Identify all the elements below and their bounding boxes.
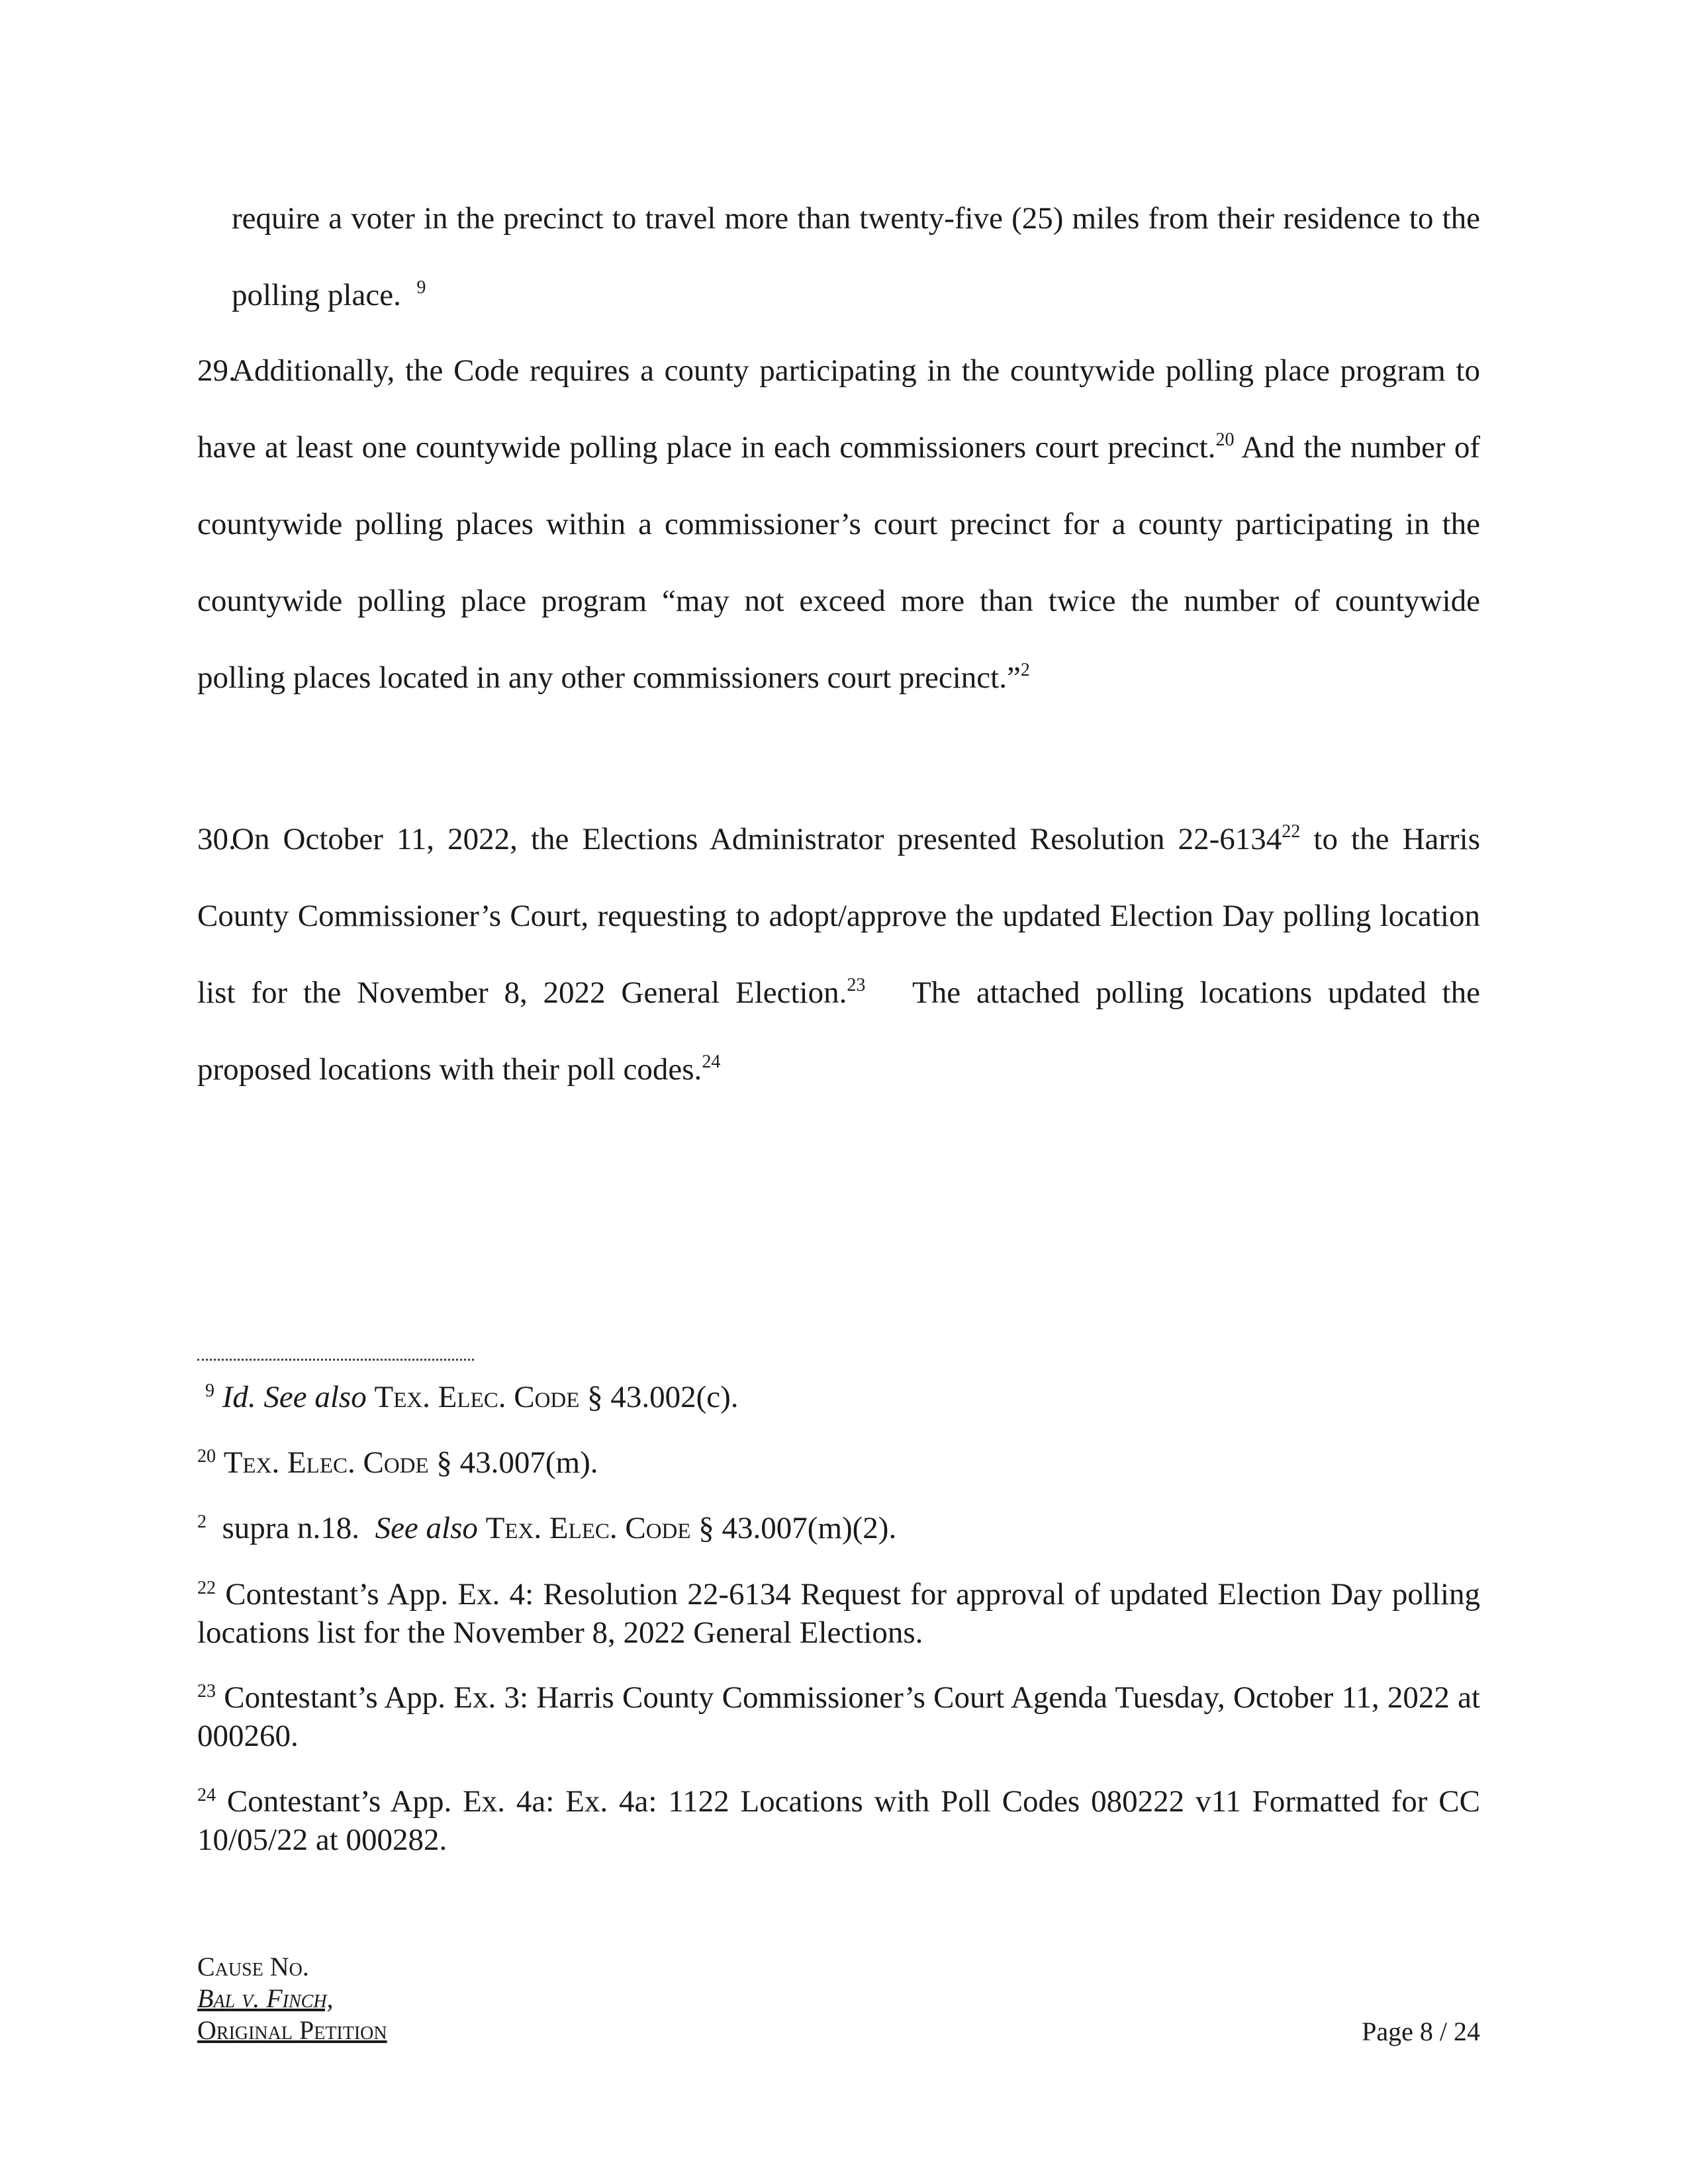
footnote-cite: Tex. Elec. Code (223, 1445, 429, 1480)
footnote-section: § 43.007(m). (436, 1445, 598, 1480)
footnote-ref: 2 (1020, 660, 1030, 680)
paragraph-continuation (232, 180, 1480, 334)
footnote-signal: See also (375, 1511, 478, 1545)
paragraph-text: require a voter in the precinct to travel more than twenty-five (25) miles from their residence to the polling place. (232, 201, 1480, 312)
footnote-text: Contestant’s App. Ex. 4a: Ex. 4a: 1122 Locations with Poll Codes 080222 v11 Formatted for CC 10/05/22 at 000282. (197, 1784, 1481, 1857)
footnote-ref: 9 (416, 277, 426, 298)
footnote-20 (197, 1443, 1480, 1482)
footnote-section: § 43.002(c). (587, 1380, 739, 1414)
footer-case-name: Bal v. Finch, (197, 1983, 334, 2013)
footer-document-title: Original Petition (197, 2015, 387, 2045)
paragraph-number: 29. (197, 353, 236, 388)
footer-cause-number: Cause No. (197, 1952, 309, 1981)
footnote-ref: 24 (702, 1052, 721, 1072)
footnote-ref: 20 (1215, 430, 1235, 450)
paragraph-text: And the number of countywide polling places within a commissioner’s court precinct for a county participating in the countywide polling place program “may not exceed more than twice the number of countywide polling places located in any other commissioners court precinct.” (197, 430, 1480, 695)
footnote-text: Contestant’s App. Ex. 3: Harris County Commissioner’s Court Agenda Tuesday, October 11, 2022 at 000260. (197, 1680, 1481, 1753)
paragraph-text: Additionally, the Code requires a county participating in the countywide polling place program to have at least one countywide polling place in each commissioners court precinct. (197, 353, 1480, 465)
footnote-section: § 43.007(m)(2). (698, 1511, 897, 1545)
footnote-text: Contestant’s App. Ex. 4: Resolution 22-6134 Request for approval of updated Election Day polling locations list for the November 8, 2022 General Elections. (197, 1577, 1481, 1650)
footnote-ref: 23 (847, 975, 866, 995)
footnote-number: 9 (205, 1381, 214, 1401)
footnote-22 (197, 1575, 1480, 1652)
footer-page-number: Page 8 / 24 (1362, 2017, 1480, 2046)
footnote-divider (197, 1359, 474, 1361)
paragraph-text: On October 11, 2022, the Elections Administrator presented Resolution 22-6134 (232, 822, 1282, 856)
paragraph-30 (197, 801, 1480, 1108)
footnote-24 (197, 1782, 1480, 1859)
footnote-id: Id. (222, 1380, 256, 1414)
paragraph-29 (197, 332, 1480, 716)
footnote-number: 20 (197, 1446, 216, 1467)
footer-case-info (197, 1951, 387, 2046)
paragraph-text: to the Harris County Commissioner’s Court, requesting to adopt/approve the updated Election Day polling location list for the November 8, 2022 General Election. (197, 822, 1481, 1010)
footnote-number: 2 (197, 1512, 207, 1532)
footnote-23 (197, 1678, 1480, 1755)
footnote-number: 24 (197, 1785, 216, 1805)
footnote-number: 22 (197, 1578, 216, 1598)
paragraph-text: The attached polling locations updated the proposed locations with their poll codes. (197, 976, 1480, 1087)
footnote-signal: See also (263, 1380, 367, 1414)
footnote-21 (197, 1509, 1480, 1547)
footnote-text: supra n.18. (222, 1511, 360, 1545)
footnote-number: 23 (197, 1681, 216, 1702)
footnote-cite: Tex. Elec. Code (374, 1380, 580, 1414)
footnote-cite: Tex. Elec. Code (485, 1511, 691, 1545)
footnote-ref: 22 (1282, 821, 1301, 842)
paragraph-number: 30. (197, 822, 236, 856)
footnote-9 (197, 1378, 1488, 1416)
